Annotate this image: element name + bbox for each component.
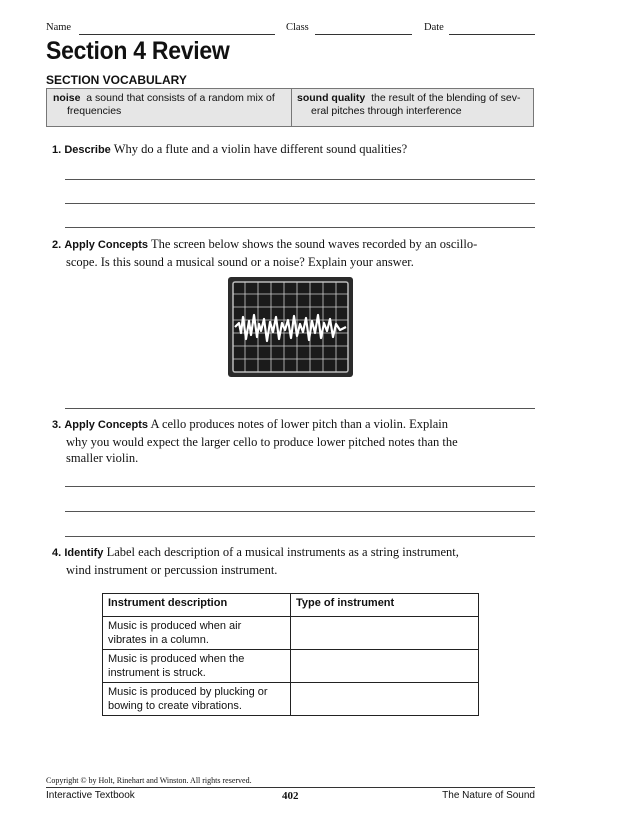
question-3 [52, 416, 458, 467]
question-label: Identify [64, 547, 104, 559]
answer-line[interactable] [65, 179, 535, 180]
vocab-definition-cont: eral pitches through interference [311, 105, 462, 117]
question-label: Apply Concepts [64, 419, 149, 431]
question-1 [52, 141, 407, 159]
description-cell [103, 683, 291, 716]
class-field[interactable] [315, 34, 412, 35]
question-number: 3. [52, 419, 62, 431]
description-line: Music is produced by plucking or [108, 686, 268, 698]
vocab-divider [291, 89, 292, 126]
question-number: 4. [52, 547, 62, 559]
vocab-entry-sound-quality [297, 92, 531, 118]
page-title: Section 4 Review [46, 37, 230, 65]
question-2 [52, 236, 477, 270]
footer-chapter: The Nature of Sound [442, 790, 535, 801]
class-label: Class [286, 22, 309, 33]
table-row [103, 683, 479, 716]
question-text: The screen below shows the sound waves recorded by an oscillo- [150, 237, 478, 251]
copyright-notice: Copyright © by Holt, Rinehart and Winston. All rights reserved. [46, 776, 252, 785]
description-cell [103, 617, 291, 650]
question-number: 2. [52, 239, 62, 251]
vocab-entry-noise [53, 92, 287, 118]
column-header: Instrument description [103, 594, 291, 617]
instrument-table [102, 593, 479, 716]
question-text-cont: why you would expect the larger cello to produce lower pitched notes than the [66, 434, 458, 449]
description-line: Music is produced when the [108, 653, 245, 665]
description-line: Music is produced when air [108, 620, 242, 632]
page-number: 402 [282, 790, 299, 802]
question-label: Describe [64, 144, 111, 156]
vocab-term: sound quality [297, 92, 366, 104]
date-label: Date [424, 22, 444, 33]
date-field[interactable] [449, 34, 535, 35]
question-text-cont: wind instrument or percussion instrument. [66, 562, 278, 577]
vocabulary-heading: SECTION VOCABULARY [46, 73, 187, 87]
question-4 [52, 544, 459, 578]
question-number: 1. [52, 144, 62, 156]
description-line: instrument is struck. [108, 667, 206, 679]
footer-textbook: Interactive Textbook [46, 790, 135, 801]
description-cell [103, 650, 291, 683]
name-field[interactable] [79, 34, 275, 35]
question-text: A cello produces notes of lower pitch than a violin. Explain [150, 417, 448, 431]
question-text: Label each description of a musical instruments as a string instrument, [106, 545, 459, 559]
table-row [103, 650, 479, 683]
vocabulary-box [46, 88, 534, 127]
answer-line[interactable] [65, 511, 535, 512]
question-label: Apply Concepts [64, 239, 149, 251]
table-row [103, 617, 479, 650]
question-text-cont: smaller violin. [66, 451, 139, 465]
question-text-cont: scope. Is this sound a musical sound or a noise? Explain your answer. [66, 254, 414, 269]
vocab-definition: a sound that consists of a random mix of [86, 92, 275, 104]
column-header: Type of instrument [291, 594, 479, 617]
vocab-definition-cont: frequencies [67, 105, 122, 117]
description-line: vibrates in a column. [108, 634, 209, 646]
vocab-term: noise [53, 92, 81, 104]
answer-cell[interactable] [291, 650, 479, 683]
name-label: Name [46, 22, 72, 33]
answer-line[interactable] [65, 203, 535, 204]
question-text: Why do a flute and a violin have different sound qualities? [113, 142, 408, 156]
footer-divider [46, 787, 535, 788]
oscilloscope-image [228, 277, 353, 377]
description-line: bowing to create vibrations. [108, 700, 242, 712]
answer-cell[interactable] [291, 683, 479, 716]
table-header-row [103, 594, 479, 617]
answer-line[interactable] [65, 227, 535, 228]
answer-line[interactable] [65, 536, 535, 537]
answer-line[interactable] [65, 486, 535, 487]
answer-cell[interactable] [291, 617, 479, 650]
vocab-definition: the result of the blending of sev- [371, 92, 521, 104]
answer-line[interactable] [65, 408, 535, 409]
